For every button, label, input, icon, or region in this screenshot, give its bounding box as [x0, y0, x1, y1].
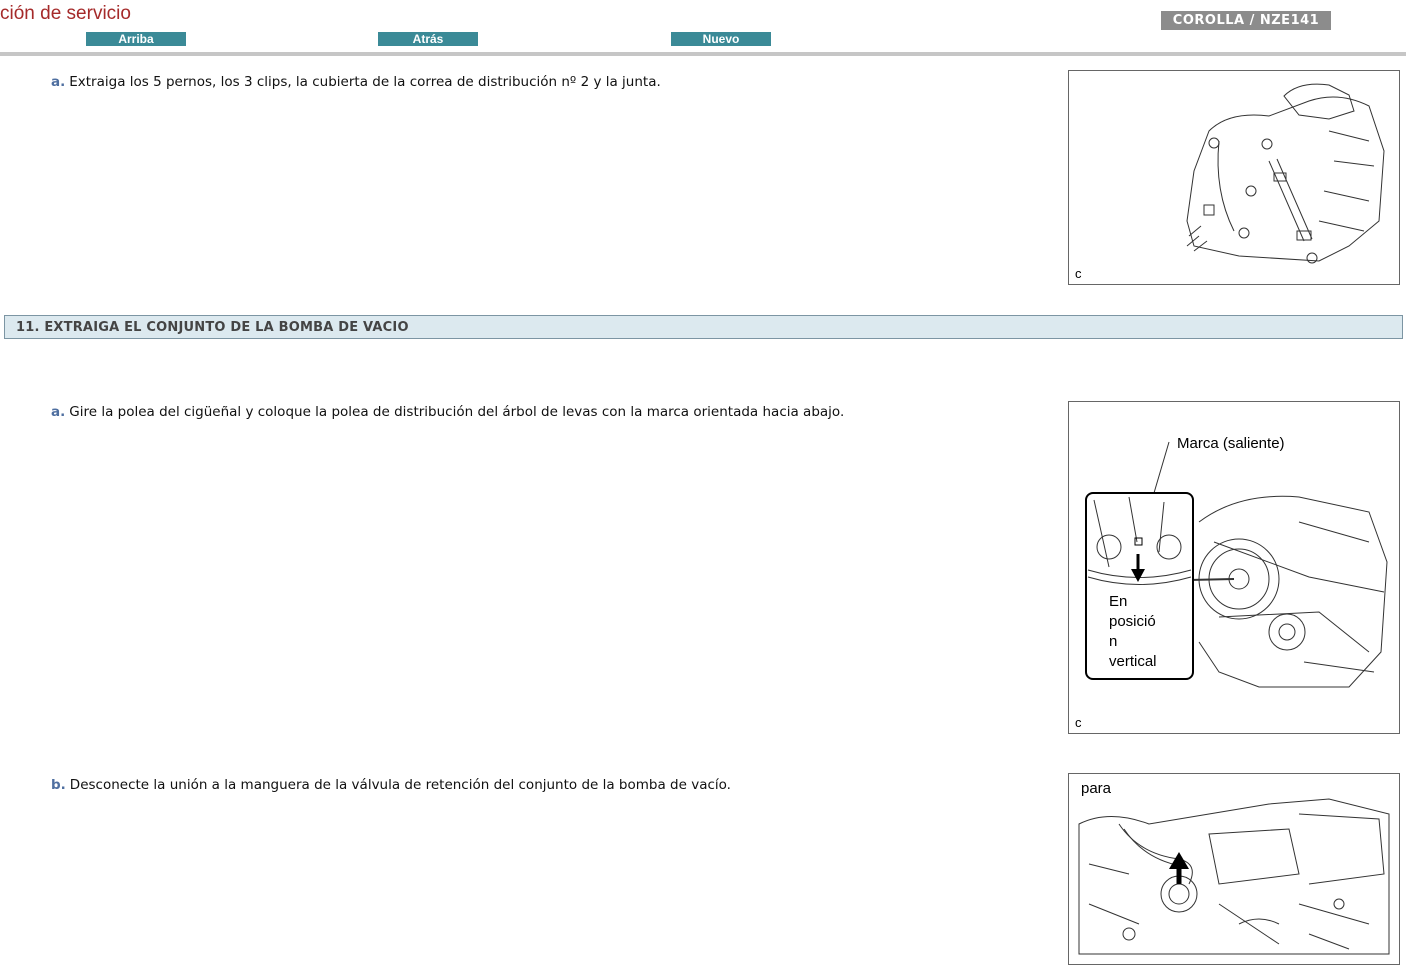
step-text: Gire la polea del cigüeñal y coloque la polea de distribución del árbol de levas con la marca orientada hacia abajo.	[69, 404, 845, 420]
step-text: Desconecte la unión a la manguera de la válvula de retención del conjunto de la bomba de vacío.	[69, 777, 731, 793]
step-text: Extraiga los 5 pernos, los 3 clips, la cubierta de la correa de distribución nº 2 y la junta.	[69, 74, 661, 90]
page-title: ción de servicio	[0, 3, 131, 24]
callout-mark-label: Marca (saliente)	[1177, 435, 1285, 452]
figure-camshaft-pulley	[1068, 401, 1400, 734]
section-title: 11. EXTRAIGA EL CONJUNTO DE LA BOMBA DE VACIO	[16, 320, 409, 335]
step-label: a.	[51, 404, 66, 420]
figure-code: c	[1075, 715, 1082, 730]
step-label: a.	[51, 74, 66, 90]
figure-corner-label: para	[1081, 780, 1112, 797]
header-divider	[0, 52, 1406, 56]
camshaft-pulley-illustration	[1069, 402, 1399, 733]
nav-up-button[interactable]: Arriba	[86, 32, 186, 46]
step-label: b.	[51, 777, 66, 793]
step-prev-a	[51, 74, 661, 90]
figure-vacuum-pump	[1068, 773, 1400, 965]
callout-position-line-2: posició	[1109, 613, 1156, 630]
vacuum-pump-illustration	[1069, 774, 1399, 964]
model-badge: COROLLA / NZE141	[1161, 11, 1331, 30]
engine-cover-illustration	[1069, 71, 1399, 284]
section-header-11	[4, 315, 1403, 339]
page-header	[0, 0, 1406, 52]
step-11-a	[51, 404, 844, 420]
callout-position-line-3: n	[1109, 633, 1118, 650]
step-11-b	[51, 777, 731, 793]
callout-box	[1086, 493, 1193, 679]
callout-position-line-4: vertical	[1109, 653, 1157, 670]
nav-new-button[interactable]: Nuevo	[671, 32, 771, 46]
figure-code: c	[1075, 266, 1082, 281]
figure-timing-cover	[1068, 70, 1400, 285]
nav-back-button[interactable]: Atrás	[378, 32, 478, 46]
callout-position-line-1: En	[1109, 593, 1128, 610]
